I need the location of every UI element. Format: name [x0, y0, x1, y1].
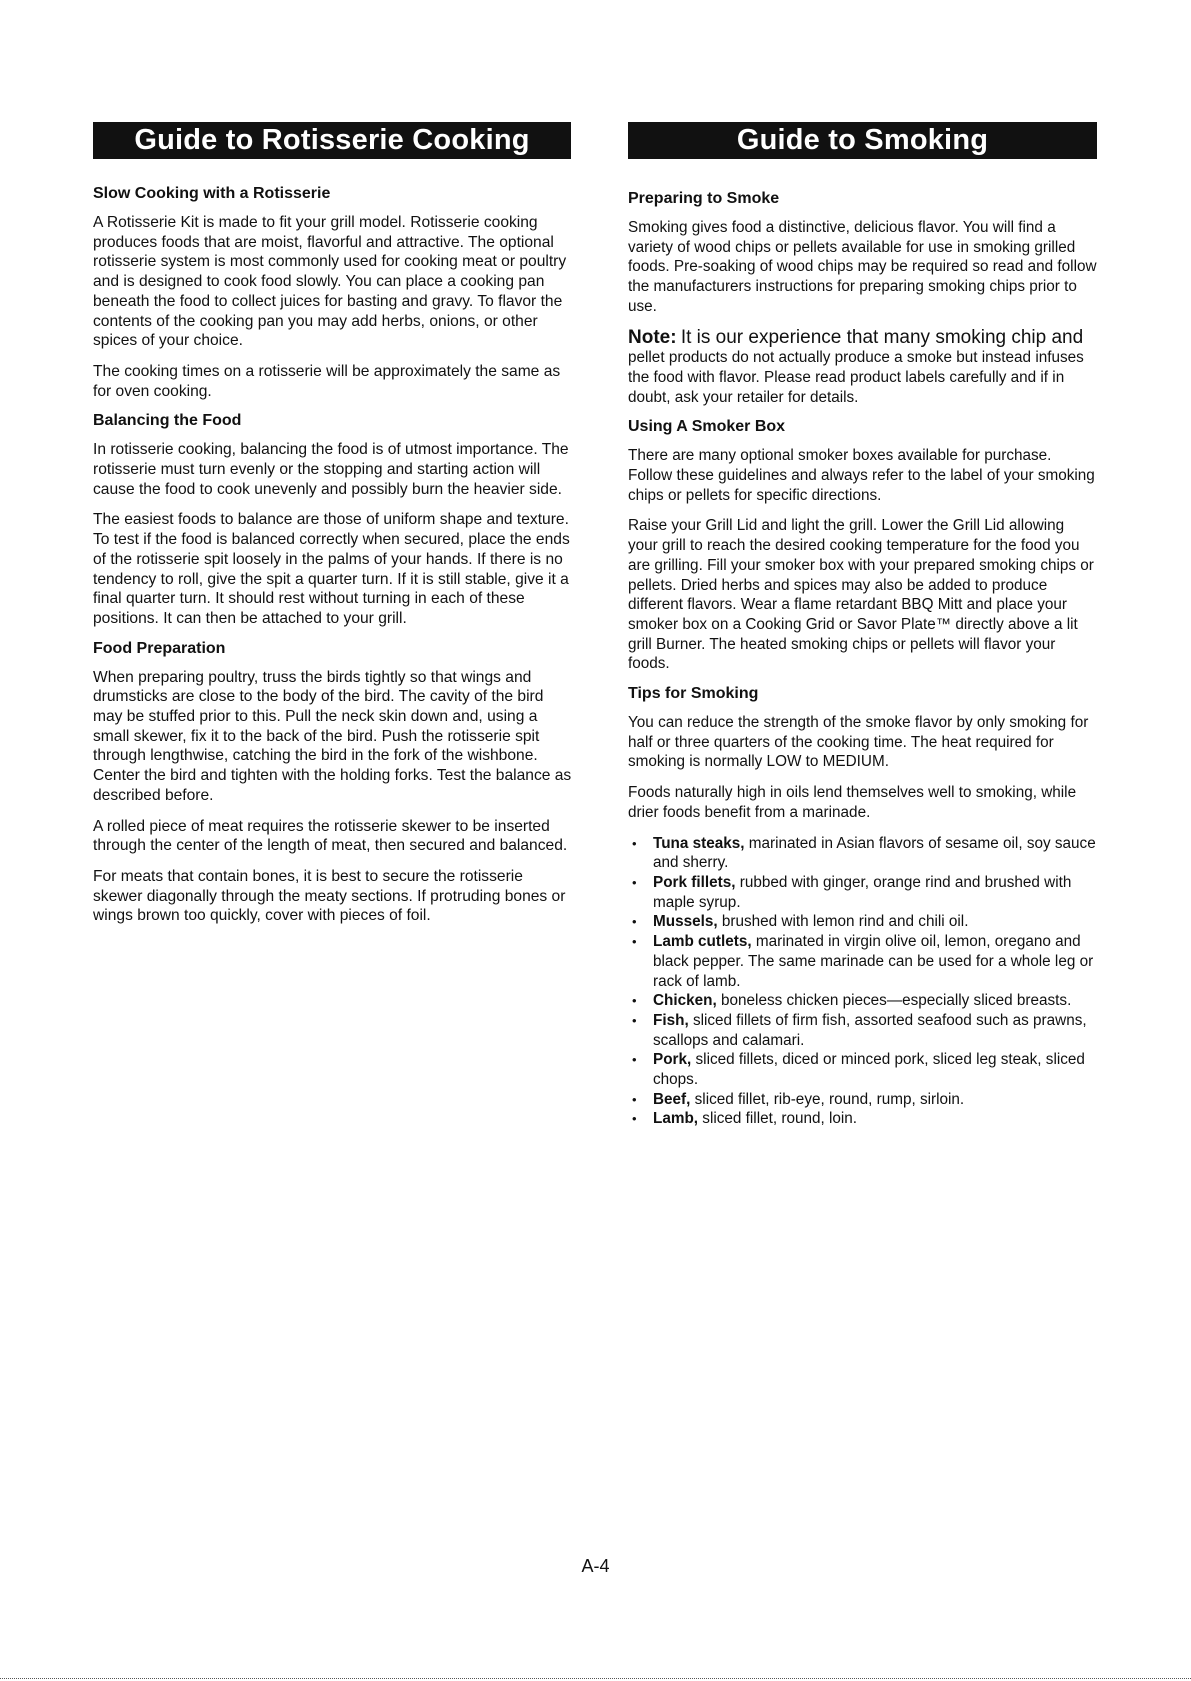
paragraph: Smoking gives food a distinctive, delicious flavor. You will find a variety of wood chips or pellets available for use in smoking grilled foods. Pre-soaking of wood chips may be required so read and follow the manufacturers instructions for preparing smoking chips prior to use. [628, 219, 1097, 315]
list-item [628, 932, 1098, 991]
bullet-icon: • [632, 993, 637, 1009]
bullet-icon: • [632, 1111, 637, 1127]
section-heading: Using A Smoker Box [628, 418, 786, 436]
paragraph: For meats that contain bones, it is best to secure the rotisserie skewer diagonally through the meaty sections. If protruding bones or wings brown too quickly, cover with pieces of foil. [93, 867, 566, 925]
rotisserie-banner: Guide to Rotisserie Cooking [93, 122, 571, 159]
bottom-divider [0, 1678, 1191, 1679]
food-name: Pork fillets, [653, 873, 736, 891]
section-heading: Preparing to Smoke [628, 190, 780, 207]
paragraph: You can reduce the strength of the smoke flavor by only smoking for half or three quarters of the cooking time. The heat required for smoking is normally LOW to MEDIUM. [628, 714, 1089, 771]
paragraph: The easiest foods to balance are those of uniform shape and texture. To test if the food is balanced correctly when secured, place the ends of the rotisserie spit loosely in the palms of your hands. If there is no tendency to roll, give the spit a quarter turn. If it is still stable, give it a final quarter turn. It should rest without turning in each of these positions. It can then be attached to your grill. [93, 511, 570, 627]
smoking-banner: Guide to Smoking [628, 122, 1097, 159]
food-name: Tuna steaks, [653, 834, 745, 852]
note-label: Note: [628, 326, 677, 348]
section-heading: Food Preparation [93, 639, 226, 657]
food-description: marinated in virgin olive oil, lemon, oregano and black pepper. The same marinade can be used for a whole leg or rack of lamb. [653, 933, 1094, 990]
food-description: sliced fillet, round, loin. [702, 1110, 858, 1128]
food-description: rubbed with ginger, orange rind and brushed with maple syrup. [653, 873, 1072, 911]
food-name: Pork, [653, 1051, 692, 1069]
food-name: Beef, [653, 1090, 691, 1108]
food-name: Lamb cutlets, [653, 933, 752, 951]
note-lead: It is our experience that many smoking chip and [680, 326, 1084, 348]
food-description: sliced fillets of firm fish, assorted seafood such as prawns, scallops and calamari. [653, 1011, 1087, 1049]
food-name: Chicken, [653, 992, 717, 1010]
food-description: boneless chicken pieces—especially sliced breasts. [721, 992, 1072, 1010]
paragraph: A rolled piece of meat requires the rotisserie skewer to be inserted through the center of the length of meat, then secured and balanced. [93, 817, 568, 855]
food-name: Lamb, [653, 1110, 699, 1128]
section-heading: Balancing the Food [93, 412, 242, 430]
food-description: sliced fillet, rib-eye, round, rump, sirloin. [694, 1090, 965, 1108]
bullet-icon: • [632, 1012, 637, 1028]
bullet-icon: • [632, 914, 637, 930]
list-item [628, 1109, 1098, 1129]
bullet-icon: • [632, 1052, 637, 1068]
paragraph: In rotisserie cooking, balancing the food is of utmost importance. The rotisserie must turn evenly or the stopping and starting action will cause the food to cook unevenly and possibly burn the heavier side. [93, 441, 569, 498]
food-name: Fish, [653, 1011, 689, 1029]
bullet-icon: • [632, 874, 637, 890]
list-item [628, 912, 1098, 932]
paragraph: Foods naturally high in oils lend themselves well to smoking, while drier foods benefit from a marinade. [628, 784, 1077, 821]
paragraph: A Rotisserie Kit is made to fit your grill model. Rotisserie cooking produces foods that are moist, flavorful and attractive. The optional rotisserie system is most commonly used for cooking meat or poultry and is designed to cook food slowly. You can place a cooking pan beneath the food to collect juices for basting and gravy. To flavor the contents of the cooking pan you may add herbs, onions, or other spices of your choice. [93, 214, 567, 350]
section-heading: Tips for Smoking [628, 685, 759, 703]
list-item [628, 834, 1098, 873]
section-heading: Slow Cooking with a Rotisserie [93, 185, 331, 202]
bullet-icon: • [632, 1091, 637, 1107]
note-paragraph [628, 328, 1098, 408]
list-item [628, 873, 1098, 912]
paragraph: Raise your Grill Lid and light the grill. Lower the Grill Lid allowing your grill to reach the desired cooking temperature for the food you are grilling. Fill your smoker box with your prepared smoking chips or pellets. Dried herbs and spices may also be added to produce different flavors. Wear a flame retardant BBQ Mitt and place your smoker box on a Cooking Grid or Savor Plate™ directly above a lit grill Burner. The heated smoking chips or pellets will flavor your foods. [628, 517, 1094, 673]
food-description: brushed with lemon rind and chili oil. [721, 913, 969, 931]
list-item [628, 1090, 1098, 1110]
list-item [628, 991, 1098, 1011]
food-description: sliced fillets, diced or minced pork, sliced leg steak, sliced chops. [653, 1051, 1085, 1089]
smoking-column [628, 122, 1098, 1129]
food-description: marinated in Asian flavors of sesame oil, soy sauce and sherry. [653, 834, 1096, 872]
page-number: A-4 [581, 1556, 610, 1576]
rotisserie-column [93, 122, 573, 937]
food-name: Mussels, [653, 913, 718, 931]
paragraph: There are many optional smoker boxes available for purchase. Follow these guidelines and always refer to the label of your smoking chips or pellets for specific directions. [628, 447, 1095, 504]
bullet-icon: • [632, 934, 637, 950]
tips-list [628, 834, 1098, 1130]
note-text: pellet products do not actually produce a smoke but instead infuses the food with flavor. Please read product labels carefully and if in doubt, ask your retailer for details. [628, 349, 1084, 406]
list-item [628, 1050, 1098, 1089]
paragraph: The cooking times on a rotisserie will be approximately the same as for oven cooking. [93, 362, 561, 400]
bullet-icon: • [632, 835, 637, 851]
paragraph: When preparing poultry, truss the birds tightly so that wings and drumsticks are close to the body of the bird. The cavity of the bird may be stuffed prior to this. Pull the neck skin down and, using a small skewer, fix it to the back of the bird. Push the rotisserie spit through lengthwise, catching the bird in the fork of the wishbone. Center the bird and tighten with the holding forks. Test the balance as described before. [93, 668, 572, 804]
list-item [628, 1011, 1098, 1050]
